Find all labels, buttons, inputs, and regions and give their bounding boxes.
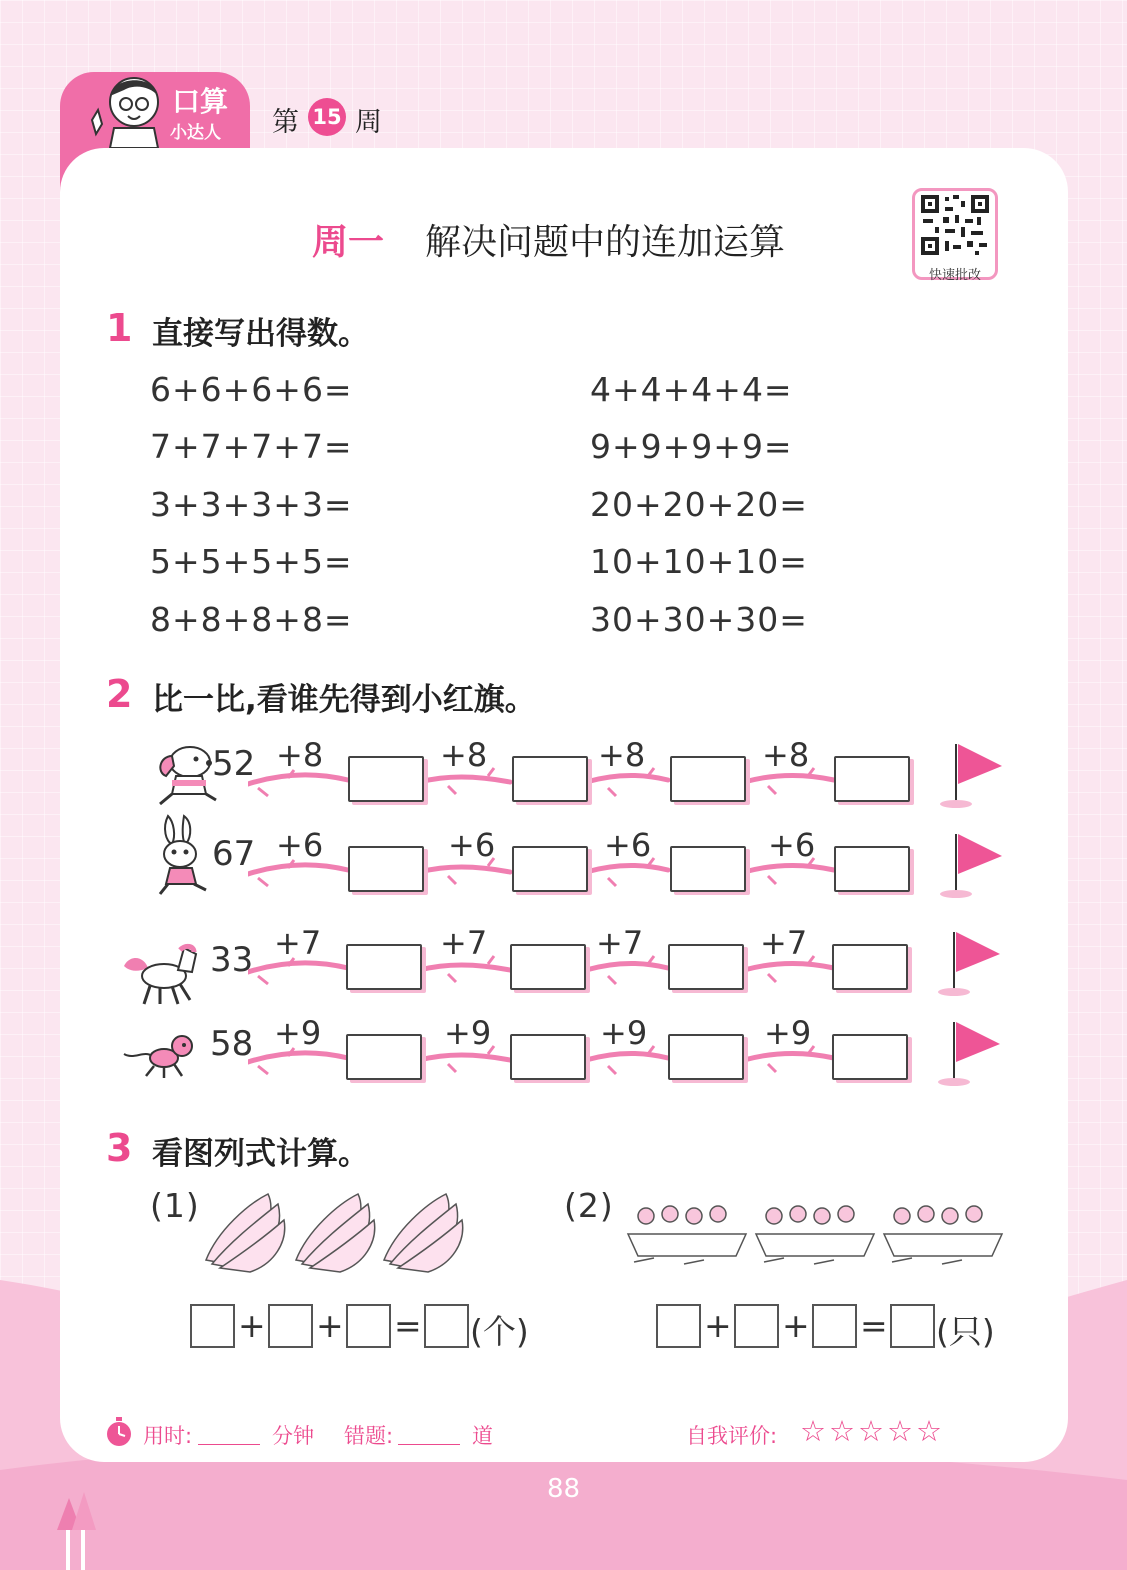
equation-blank[interactable] [656, 1304, 701, 1348]
qr-code-icon [915, 191, 995, 259]
race-step: +9 [764, 1014, 812, 1052]
plus-sign: + [704, 1306, 732, 1345]
qr-label: 快速批改 [928, 268, 981, 283]
answer-box[interactable] [512, 756, 588, 802]
race-step: +8 [276, 736, 324, 774]
expression-right-4: 10+10+10= [590, 542, 808, 581]
expression-left-4: 5+5+5+5= [150, 542, 353, 581]
race-start-number: 58 [210, 1024, 254, 1064]
banana-bunches-icon [198, 1190, 468, 1274]
rabbit-icon [148, 812, 214, 896]
race-step: +9 [274, 1014, 322, 1052]
equation-blank[interactable] [812, 1304, 857, 1348]
section-2-number: 2 [106, 672, 133, 716]
race-start-number: 67 [212, 834, 256, 874]
rating-stars[interactable]: ☆☆☆☆☆ [800, 1414, 945, 1448]
badge-title: 口算 [172, 85, 229, 118]
race-step: +6 [448, 826, 496, 864]
answer-box[interactable] [834, 756, 910, 802]
race-start-number: 33 [210, 940, 254, 980]
race-start-number: 52 [212, 744, 256, 784]
expression-left-3: 3+3+3+3= [150, 485, 353, 524]
equation-blank[interactable] [268, 1304, 313, 1348]
race-step: +8 [440, 736, 488, 774]
answer-box[interactable] [510, 1034, 586, 1080]
monkey-icon [120, 1030, 198, 1080]
answer-box[interactable] [346, 1034, 422, 1080]
part-2-label: (2) [564, 1186, 614, 1225]
error-unit: 道 [472, 1424, 493, 1448]
answer-box[interactable] [834, 846, 910, 892]
race-step: +6 [768, 826, 816, 864]
race-step: +8 [762, 736, 810, 774]
equals-sign: = [394, 1306, 422, 1345]
race-step: +9 [600, 1014, 648, 1052]
time-label: 用时: [143, 1424, 193, 1448]
unit-label: (个) [470, 1312, 529, 1351]
race-step: +6 [276, 826, 324, 864]
self-eval-label: 自我评价: [686, 1424, 778, 1448]
section-1-number: 1 [106, 306, 133, 350]
expression-left-2: 7+7+7+7= [150, 427, 353, 466]
red-flag-icon [936, 828, 1006, 900]
race-step: +7 [274, 924, 322, 962]
race-step: +7 [760, 924, 808, 962]
boy-mascot-icon [84, 72, 168, 148]
answer-box[interactable] [348, 846, 424, 892]
red-flag-icon [934, 926, 1004, 998]
plus-sign: + [238, 1306, 266, 1345]
badge-subtitle: 小达人 [170, 123, 221, 143]
expression-right-2: 9+9+9+9= [590, 427, 793, 466]
page-number: 88 [546, 1474, 581, 1504]
dog-icon [150, 742, 220, 808]
answer-box[interactable] [670, 756, 746, 802]
section-3-title: 看图列式计算。 [152, 1136, 369, 1172]
race-step: +7 [440, 924, 488, 962]
answer-box[interactable] [670, 846, 746, 892]
time-blank[interactable] [198, 1444, 260, 1445]
section-1-title: 直接写出得数。 [152, 316, 369, 352]
equation-answer-blank[interactable] [890, 1304, 935, 1348]
red-flag-icon [936, 738, 1006, 810]
unit-label: (只) [936, 1312, 995, 1351]
expression-left-5: 8+8+8+8= [150, 600, 353, 639]
week-suffix: 周 [355, 107, 382, 138]
week-number-badge: 15 [308, 98, 346, 136]
answer-box[interactable] [832, 1034, 908, 1080]
title-topic: 解决问题中的连加运算 [425, 222, 786, 263]
error-blank[interactable] [398, 1444, 460, 1445]
stopwatch-icon [104, 1416, 134, 1448]
equals-sign: = [860, 1306, 888, 1345]
answer-box[interactable] [510, 944, 586, 990]
race-step: +9 [444, 1014, 492, 1052]
title-day: 周一 [312, 222, 385, 263]
race-step: +7 [596, 924, 644, 962]
part-1-label: (1) [150, 1186, 200, 1225]
red-flag-icon [934, 1016, 1004, 1088]
answer-box[interactable] [668, 1034, 744, 1080]
expression-right-5: 30+30+30= [590, 600, 808, 639]
answer-box[interactable] [832, 944, 908, 990]
equation-blank[interactable] [734, 1304, 779, 1348]
section-2-title: 比一比,看谁先得到小红旗。 [152, 682, 536, 718]
ants-in-boats-icon [624, 1186, 1008, 1270]
pony-icon [120, 942, 206, 1008]
equation-answer-blank[interactable] [424, 1304, 469, 1348]
race-step: +6 [604, 826, 652, 864]
time-unit: 分钟 [272, 1424, 314, 1448]
expression-right-3: 20+20+20= [590, 485, 808, 524]
plus-sign: + [316, 1306, 344, 1345]
expression-left-1: 6+6+6+6= [150, 370, 353, 409]
plus-sign: + [782, 1306, 810, 1345]
answer-box[interactable] [512, 846, 588, 892]
answer-box[interactable] [348, 756, 424, 802]
equation-blank[interactable] [190, 1304, 235, 1348]
error-label: 错题: [344, 1424, 394, 1448]
week-prefix: 第 [272, 107, 299, 138]
answer-box[interactable] [668, 944, 744, 990]
equation-blank[interactable] [346, 1304, 391, 1348]
section-3-number: 3 [106, 1126, 133, 1170]
race-step: +8 [598, 736, 646, 774]
expression-right-1: 4+4+4+4= [590, 370, 793, 409]
answer-box[interactable] [346, 944, 422, 990]
